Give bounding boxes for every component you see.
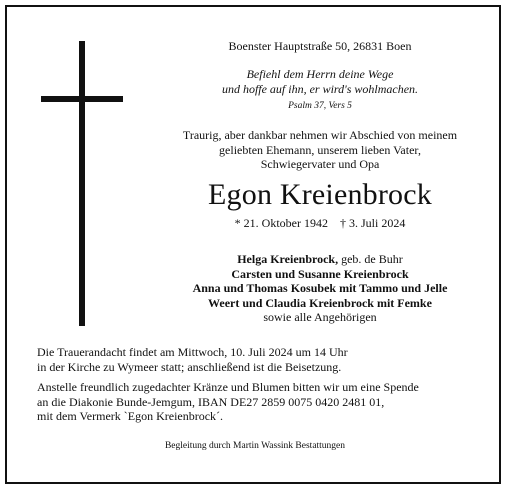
service-line: Die Trauerandacht findet am Mittwoch, 10. Juli 2024 um 14 Uhr [37, 345, 348, 359]
family-line: Carsten und Susanne Kreienbrock [231, 266, 409, 281]
announcement-line: geliebten Ehemann, unserem lieben Vater, [219, 142, 421, 157]
donation-line: Anstelle freundlich zugedachter Kränze und Blumen bitten wir um eine Spende [37, 380, 419, 394]
cross-icon-crossbar [41, 96, 123, 102]
announcement [150, 128, 490, 172]
donation-line: an die Diakonie Bunde-Jemgum, IBAN DE27 2859 0075 0420 2481 01, [37, 394, 385, 409]
family-line: Anna und Thomas Kosubek mit Tammo und Jelle [192, 281, 448, 295]
verse-line: Befiehl dem Herrn deine Wege [246, 67, 394, 81]
family-maiden-name: geb. de Buhr [338, 252, 403, 266]
address: Boenster Hauptstraße 50, 26831 Boen [228, 39, 412, 53]
family-line: Weert und Claudia Kreienbrock mit Femke [208, 295, 432, 310]
cross-icon [79, 41, 85, 326]
undertaker-credit: Begleitung durch Martin Wassink Bestattungen [164, 441, 346, 451]
family-line: sowie alle Angehörigen [263, 310, 377, 324]
service-info [37, 345, 497, 374]
life-dates: * 21. Oktober 1942 † 3. Juli 2024 [234, 216, 406, 230]
family-list [150, 252, 490, 325]
announcement-line: Traurig, aber dankbar nehmen wir Abschied von meinem [182, 128, 458, 142]
family-line [150, 252, 490, 267]
service-line: in der Kirche zu Wymeer statt; anschließend ist die Beisetzung. [37, 359, 342, 374]
verse-reference: Psalm 37, Vers 5 [288, 101, 352, 111]
deceased-name: Egon Kreienbrock [208, 178, 432, 211]
family-name-widow: Helga Kreienbrock, [237, 252, 339, 266]
verse-line: und hoffe auf ihn, er wird's wohlmachen. [221, 82, 419, 96]
donation-info [37, 380, 497, 424]
bible-verse [150, 67, 490, 97]
donation-line: mit dem Vermerk `Egon Kreienbrock´. [37, 409, 224, 423]
announcement-line: Schwiegervater und Opa [260, 157, 380, 171]
